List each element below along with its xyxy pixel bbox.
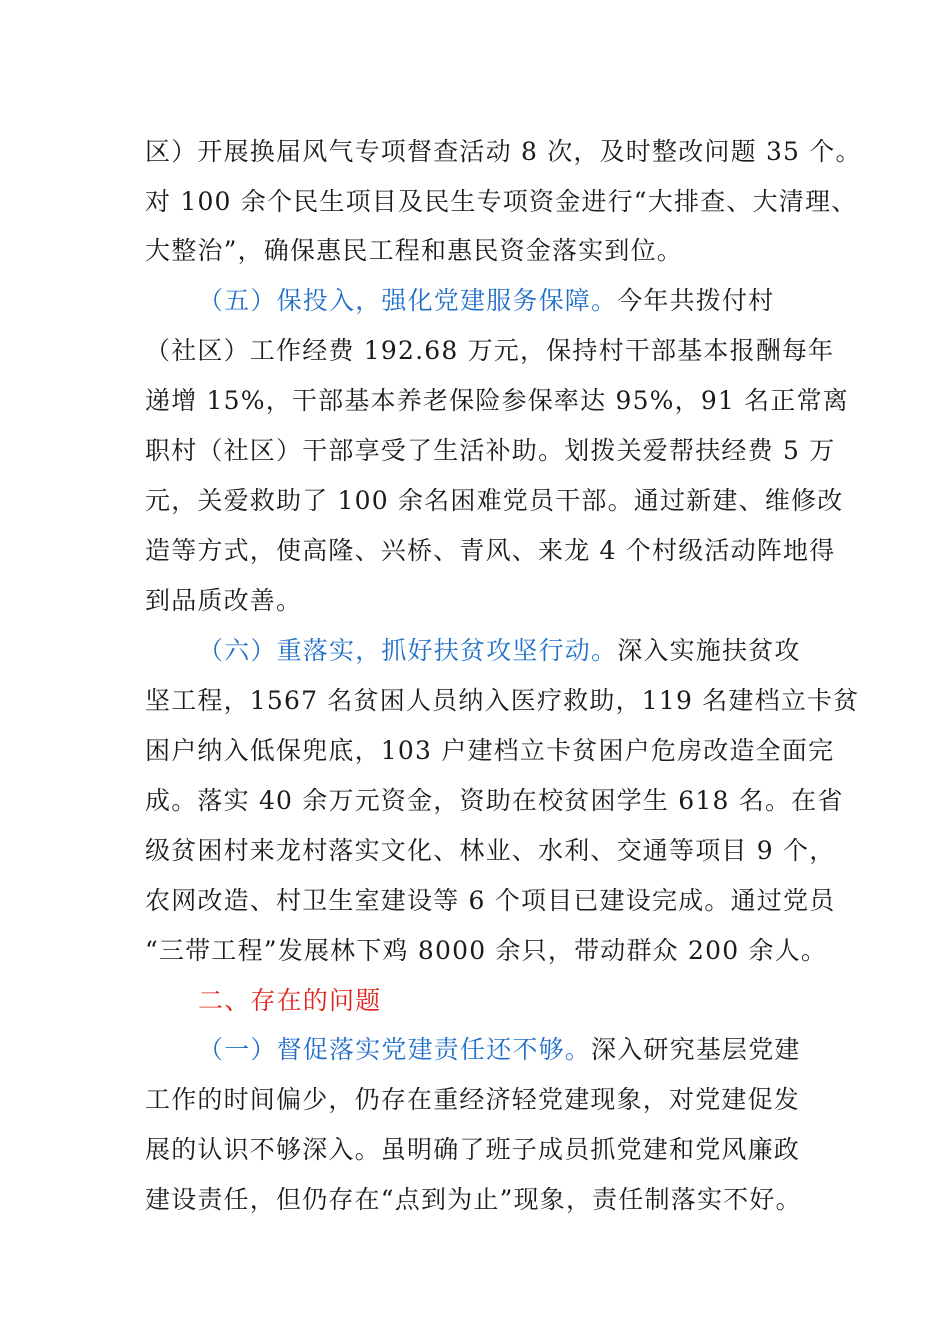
paragraph-line: 职村（社区）干部享受了生活补助。划拨关爱帮扶经费 5 万 bbox=[145, 436, 836, 465]
paragraph-line: 区）开展换届风气专项督查活动 8 次，及时整改问题 35 个。 bbox=[145, 137, 862, 166]
paragraph-text: 深入研究基层党建 bbox=[591, 1035, 801, 1064]
paragraph-text: 今年共拨付村 bbox=[617, 286, 775, 315]
paragraph-line: “三带工程”发展林下鸡 8000 余只，带动群众 200 余人。 bbox=[145, 936, 828, 965]
paragraph-line: 工作的时间偏少，仍存在重经济轻党建现象，对党建促发 bbox=[145, 1085, 801, 1114]
paragraph-line: 困户纳入低保兜底，103 户建档立卡贫困户危房改造全面完 bbox=[145, 736, 835, 765]
paragraph-line: 成。落实 40 余万元资金，资助在校贫困学生 618 名。在省 bbox=[145, 786, 844, 815]
section-heading: 二、存在的问题 bbox=[198, 986, 382, 1015]
paragraph-line: 到品质改善。 bbox=[145, 586, 303, 615]
paragraph-line: 建设责任，但仍存在“点到为止”现象，责任制落实不好。 bbox=[145, 1185, 802, 1214]
paragraph-line: 对 100 余个民生项目及民生专项资金进行“大排查、大清理、 bbox=[145, 187, 858, 216]
subsection-heading: （五）保投入，强化党建服务保障。 bbox=[198, 286, 618, 315]
paragraph-line bbox=[198, 1035, 898, 1065]
paragraph-line: 坚工程，1567 名贫困人员纳入医疗救助，119 名建档立卡贫 bbox=[145, 686, 860, 715]
paragraph-line: 级贫困村来龙村落实文化、林业、水利、交通等项目 9 个， bbox=[145, 836, 836, 865]
paragraph-line bbox=[198, 286, 898, 316]
subsection-heading: （一）督促落实党建责任还不够。 bbox=[198, 1035, 592, 1064]
paragraph-line: 大整治”，确保惠民工程和惠民资金落实到位。 bbox=[145, 236, 683, 265]
paragraph-text: 深入实施扶贫攻 bbox=[617, 636, 801, 665]
paragraph-line: 展的认识不够深入。虽明确了班子成员抓党建和党风廉政 bbox=[145, 1135, 801, 1164]
paragraph-line: 递增 15%，干部基本养老保险参保率达 95%，91 名正常离 bbox=[145, 386, 849, 415]
subsection-heading: （六）重落实，抓好扶贫攻坚行动。 bbox=[198, 636, 618, 665]
paragraph-line: （社区）工作经费 192.68 万元，保持村干部基本报酬每年 bbox=[145, 336, 835, 365]
paragraph-line: 元，关爱救助了 100 余名困难党员干部。通过新建、维修改 bbox=[145, 486, 844, 515]
paragraph-line: 农网改造、村卫生室建设等 6 个项目已建设完成。通过党员 bbox=[145, 886, 836, 915]
paragraph-line bbox=[198, 636, 898, 666]
paragraph-line: 造等方式，使高隆、兴桥、青风、来龙 4 个村级活动阵地得 bbox=[145, 536, 836, 565]
